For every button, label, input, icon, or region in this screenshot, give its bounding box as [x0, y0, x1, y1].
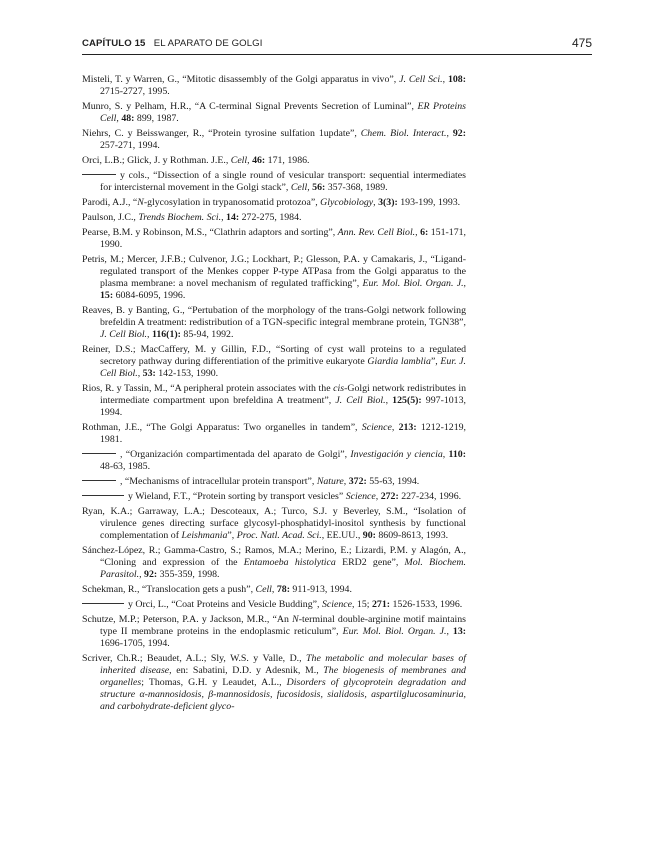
ditto-dash: [82, 480, 116, 481]
running-head: [82, 38, 262, 49]
ditto-dash: [82, 453, 116, 454]
reference-entry: , “Organización compartimentada del aparato de Golgi”, Investigación y ciencia, 110: 48-63, 1985.: [82, 449, 466, 473]
reference-entry: Pearse, B.M. y Robinson, M.S., “Clathrin adaptors and sorting”, Ann. Rev. Cell Biol., 6: 151-171, 1990.: [82, 226, 467, 250]
reference-entry: y Wieland, F.T., “Protein sorting by transport vesicles” Science, 272: 227-234, 1996.: [82, 491, 466, 503]
reference-entry: Rios, R. y Tassin, M., “A peripheral protein associates with the cis-Golgi network redistributes in intermediate compartment upon brefeldina A treatment”, J. Cell Biol., 125(5): 997-1013, 1994.: [82, 382, 466, 419]
ditto-dash: [82, 495, 124, 496]
reference-entry: Schutze, M.P.; Peterson, P.A. y Jackson, M.R., “An N-terminal double-arginine motif maintains type II membrane proteins in the endoplasmic reticulum”, Eur. Mol. Biol. Organ. J., 13: 1696-1705, 1994.: [82, 613, 467, 649]
chapter-title: EL APARATO DE GOLGI: [153, 38, 263, 49]
reference-entry: Munro, S. y Pelham, H.R., “A C-terminal Signal Prevents Secretion of Luminal”, ER Proteins Cell, 48: 899, 1987.: [82, 100, 466, 125]
page-header: [82, 36, 592, 55]
reference-entry: Reaves, B. y Banting, G., “Pertubation of the morphology of the trans-Golgi network following brefeldin A treatment: redistribution of a TGN-specific integral membrane protein, TGN38”, J. Cell Biol., 116(1): 85-94, 1992.: [82, 304, 466, 340]
reference-entry: Parodi, A.J., “N-glycosylation in trypanosomatid protozoa”, Glycobiology, 3(3): 193-199, 1993.: [82, 196, 461, 208]
reference-entry: Paulson, J.C., Trends Biochem. Sci., 14: 272-275, 1984.: [82, 211, 302, 223]
ditto-dash: [82, 603, 124, 604]
reference-list: [82, 74, 466, 716]
reference-entry: Rothman, J.E., “The Golgi Apparatus: Two organelles in tandem”, Science, 213: 1212-1219, 1981.: [82, 422, 466, 446]
page-number: 475: [571, 36, 592, 50]
reference-entry: y cols., “Dissection of a single round of vesicular transport: sequential intermediates for intercisternal movement in the Golgi stack”, Cell, 56: 357-368, 1989.: [82, 170, 466, 194]
reference-entry: Schekman, R., “Translocation gets a push”, Cell, 78: 911-913, 1994.: [82, 583, 352, 595]
reference-entry: Ryan, K.A.; Garraway, L.A.; Descoteaux, A.; Turco, S.J. y Beverley, S.M., “Isolation of virulence genes directing surface glycosyl-phosphatidyl-inositol synthesis by functional complementation of Leishmania”, Proc. Natl. Acad. Sci., EE.UU., 90: 8609-8613, 1993.: [82, 505, 466, 541]
reference-entry: Niehrs, C. y Beisswanger, R., “Protein tyrosine sulfation 1update”, Chem. Biol. Interact., 92: 257-271, 1994.: [82, 127, 466, 152]
chapter-label: CAPÍTULO 15: [82, 38, 146, 49]
reference-entry: Reiner, D.S.; MacCaffery, M. y Gillin, F.D., “Sorting of cyst wall proteins to a regulated secretory pathway during differentiation of the primitive eukaryote Giardia lamblia”, Eur. J. Cell Biol., 53: 142-153, 1990.: [82, 343, 466, 380]
reference-entry: Scriver, Ch.R.; Beaudet, A.L.; Sly, W.S. y Valle, D., The metabolic and molecular bases of inherited disease, en: Sabatini, D.D. y Adesnik, M., The biogenesis of membranes and organelles; Thomas, G.H. y Leaudet, A.L., Disorders of glycoprotein degradation and structure α-mannosidosis, β-mannosidosis, fucosidosis, sialidosis, aspartilglucosaminuria, and carbohydrate-deficient glyco-: [82, 652, 466, 713]
reference-entry: Orci, L.B.; Glick, J. y Rothman. J.E., Cell, 46: 171, 1986.: [82, 154, 310, 166]
reference-entry: Misteli, T. y Warren, G., “Mitotic disassembly of the Golgi apparatus in vivo”, J. Cell Sci., 108: 2715-2727, 1995.: [82, 74, 466, 98]
reference-entry: Petris, M.; Mercer, J.F.B.; Culvenor, J.G.; Lockhart, P.; Glesson, P.A. y Camakaris, J., “Ligand-regulated transport of the Menkes copper P-type ATPasa from the Golgi apparatus to the plasma membrane: a novel mechanism of regulated trafficking”, Eur. Mol. Biol. Organ. J., 15: 6084-6095, 1996.: [82, 253, 466, 301]
reference-entry: y Orci, L., “Coat Proteins and Vesicle Budding”, Science, 15; 271: 1526-1533, 1996.: [82, 599, 466, 611]
reference-entry: Sánchez-López, R.; Gamma-Castro, S.; Ramos, M.A.; Merino, E.; Lizardi, P.M. y Alagón, A., “Cloning and expression of the Entamoeba histolytica ERD2 gene”, Mol. Biochem. Parasitol., 92: 355-359, 1998.: [82, 544, 466, 581]
reference-entry: , “Mechanisms of intracellular protein transport”, Nature, 372: 55-63, 1994.: [82, 476, 466, 488]
ditto-dash: [82, 174, 116, 175]
